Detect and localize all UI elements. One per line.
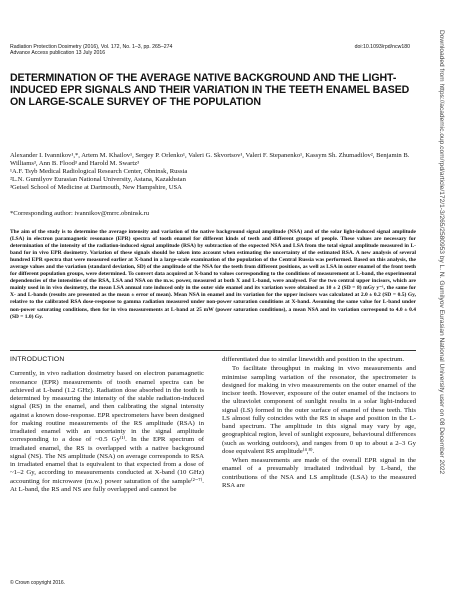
corresponding-author: *Corresponding author: ivannikov@mrrc.obninsk.ru <box>10 210 150 217</box>
journal-header <box>10 44 410 57</box>
right-column <box>222 356 416 490</box>
section-heading-introduction: INTRODUCTION <box>10 356 65 363</box>
paragraph: differentiated due to similar linewidth and position in the spectrum. <box>222 356 405 363</box>
paragraph: When measurements are made of the overall EPR signal in the enamel of a presumably irradiated individual by L-band, the contributions of the NSA and LS amplitude (LSA) to the measured RSA are <box>222 457 416 489</box>
affiliation-3: ³Geisel School of Medicine at Dartmouth, New Hampshire, USA <box>10 184 182 191</box>
copyright-notice: © Crown copyright 2016. <box>10 580 66 586</box>
affiliation-1: ¹A.F. Tsyb Medical Radiological Research Center, Obninsk, Russia <box>10 168 188 175</box>
author-list: Alexander I. Ivannikov¹,*, Artem M. Khailov¹, Sergey P. Orlenko¹, Valeri G. Skvortsov¹, Valeri F. Stepanenko¹, Kassym Sh. Zhumadilov², Benjamin B. Williams³, Ann B. Flood³ and Harold M. Swartz³ <box>10 152 410 167</box>
download-note[interactable]: Downloaded from https://academic.oup.com/rpd/article/172/1-3/265/2580953 by L. N. Gumilyov Eurasian National University user on 08 December 2022 <box>438 30 445 475</box>
advance-access-line: Advance Access publication 13 July 2016 <box>10 50 106 57</box>
download-watermark <box>433 30 445 590</box>
section-divider <box>10 350 416 351</box>
article-title: DETERMINATION OF THE AVERAGE NATIVE BACKGROUND AND THE LIGHT-INDUCED EPR SIGNALS AND THEIR VARIATION IN THE TEETH ENAMEL BASED ON LARGE-SCALE SURVEY OF THE POPULATION <box>10 72 410 108</box>
paragraph: Currently, in vivo radiation dosimetry based on electron paramagnetic resonance (EPR) measurements of tooth enamel spectra can be achieved at L-band (1.2 GHz). Radiation dose absorbed in the tooth is determined by measuring the intensity of the stable radiation-induced signal (RS) in the enamel, and then calibrating the signal intensity against a known dose-response. EPR spectrometers have been designed for making routine measurements of the RS amplitude (RSA) in irradiated enamel with an uncertainty in the signal amplitude corresponding to a dose of ~0.5 Gy⁽¹⁾. In the EPR spectrum of irradiated enamel, the RS is overlapped with a native background signal (NS). The NS amplitude (NSA) on average corresponds to RSA in irradiated enamel that is equivalent to that expected from a dose of ~1–2 Gy, according to measurements conducted at X-band (10 GHz) accounting for microwave (m.w.) power saturation of the sample⁽²⁻⁷⁾. At L-band, the RS and NS are fully overlapped and cannot be <box>10 370 204 493</box>
abstract: The aim of the study is to determine the average intensity and variation of the native background signal amplitude (NSA) and of the solar light-induced signal amplitude (LSA) in electron paramagnetic resonance (EPR) spectra of tooth enamel for different kinds of teeth and different groups of people. These values are necessary for determination of the intensity of the radiation-induced signal amplitude (RSA) by subtraction of the expected NSA and LSA from the total signal amplitude measured in L-band for in vivo EPR dosimetry. Variation of these signals should be taken into account when estimating the uncertainty of the estimated RSA. A new analysis of several hundred EPR spectra that were measured earlier at X-band in a large-scale examination of the population of the Central Russia was performed. Based on this analysis, the average values and the variation (standard deviation, SD) of the amplitude of the NSA for the teeth from different positions, as well as LSA in outer enamel of the front teeth for different population groups, were determined. To convert data acquired at X-band to values corresponding to the conditions of measurement at L-band, the experimental dependencies of the intensities of the RSA, LSA and NSA on the m.w. power, measured at both X and L-band, were analysed. For the two central upper incisors, which are mainly used in in vivo dosimetry, the mean LSA annual rate induced only in the outer side enamel and its variation were obtained as 10 ± 2 (SD = 8) mGy y⁻¹, the same for X- and L-bands (results are presented as the mean ± error of mean). Mean NSA in enamel and its variation for the upper incisors was calculated at 2.0 ± 0.2 (SD = 0.5) Gy, relative to the calibrated RSA dose-response to gamma radiation measured under non-power saturation conditions at X-band. Assuming the same value for L-band under non-power saturating conditions, then for in vivo measurements at L-band at 25 mW (power saturation conditions), a mean NSA and its variation correspond to 4.0 ± 0.4 (SD = 1.0) Gy. <box>10 229 416 320</box>
doi-link[interactable]: doi:10.1093/rpd/ncw180 <box>354 44 410 50</box>
affiliations <box>10 168 420 192</box>
paragraph: To facilitate throughput in making in vivo measurements and minimise sampling variation of the resonator, the spectrometer is designed for making in vivo measurements on the outer enamel of the incisor teeth. However, exposure of the outer enamel of the incisors to the ultraviolet component of sunlight results in a solar light-induced signal (LS) formed in the outer surface of enamel of these teeth. This LS almost fully coincides with the RS in shape and position in the L-band spectrum. The amplitude in this signal may vary by age, geographical region, level of sunlight exposure, behavioural differences (such as working outdoors), and ranges from 0 up to about a 2–3 Gy dose equivalent RS amplitude⁽⁴,⁸⁾. <box>222 365 416 455</box>
affiliation-2: ²L.N. Gumilyov Eurasian National University, Astana, Kazakhstan <box>10 176 186 183</box>
journal-citation: Radiation Protection Dosimetry (2016), Vol. 172, No. 1–3, pp. 265–274 <box>10 44 173 50</box>
left-column <box>10 356 204 494</box>
